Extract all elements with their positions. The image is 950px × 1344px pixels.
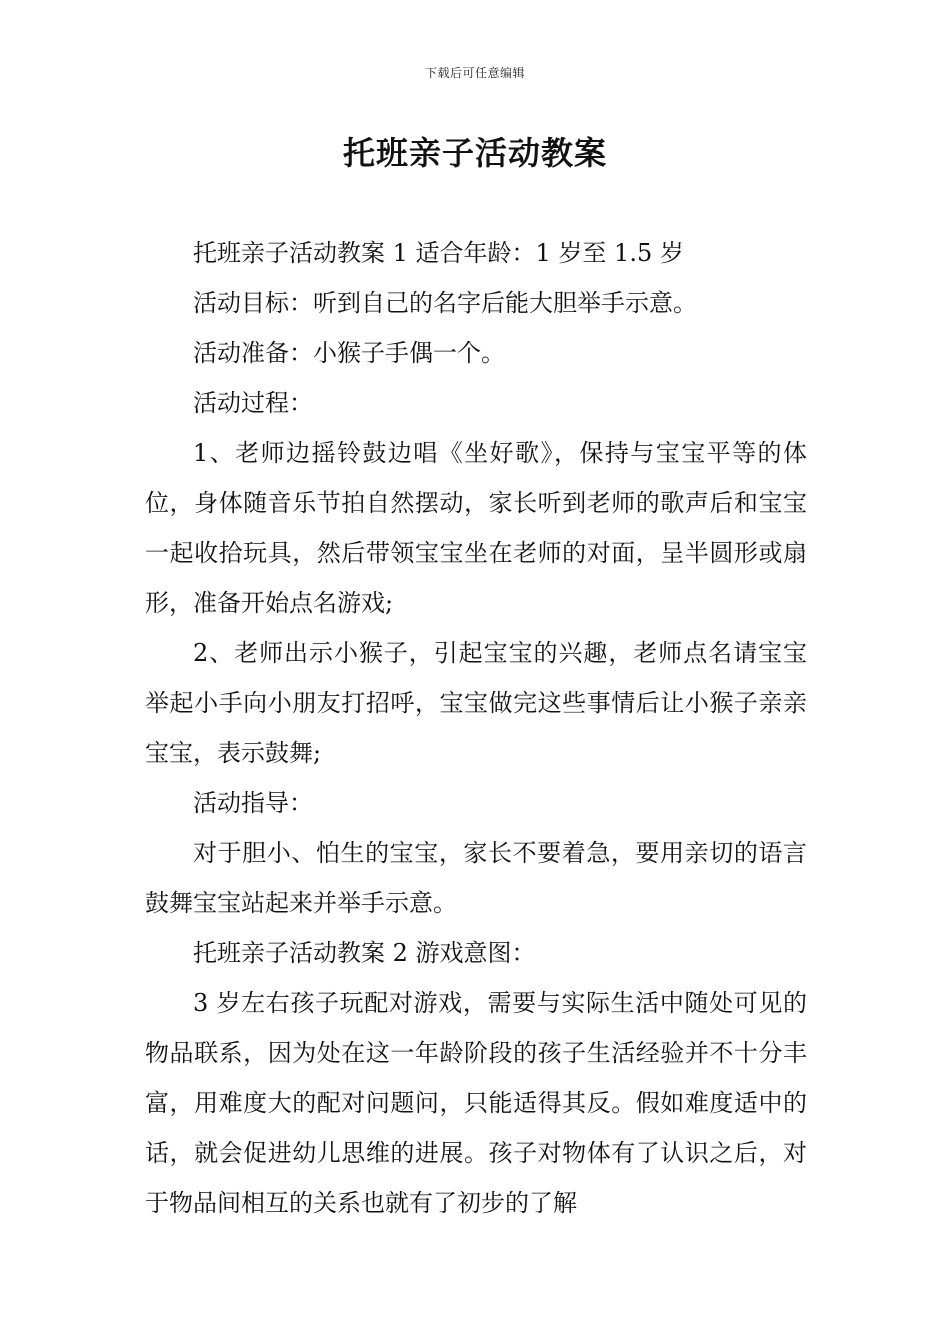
paragraph-activity-goal: 活动目标：听到自己的名字后能大胆举手示意。: [193, 289, 697, 317]
paragraph-plan-2-heading: 托班亲子活动教案 2 游戏意图：: [193, 939, 536, 967]
paragraph-process-step-2: 2、老师出示小猴子，引起宝宝的兴趣，老师点名请宝宝举起小手向小朋友打招呼，宝宝做完这些事情后让小猴子亲亲宝宝，表示鼓舞;: [145, 639, 807, 767]
document-body: [145, 228, 807, 1228]
paragraph-applicable-age: 托班亲子活动教案 1 适合年龄：1 岁至 1.5 岁: [193, 239, 684, 267]
paragraph-activity-preparation: 活动准备：小猴子手偶一个。: [193, 339, 505, 367]
paragraph-process-step-1: 1、老师边摇铃鼓边唱《坐好歌》，保持与宝宝平等的体位，身体随音乐节拍自然摆动，家长听到老师的歌声后和宝宝一起收拾玩具，然后带领宝宝坐在老师的对面，呈半圆形或扇形，准备开始点名游戏;: [145, 439, 807, 617]
header-note: 下载后可任意编辑: [424, 66, 525, 80]
page-title: 托班亲子活动教案: [342, 134, 607, 172]
paragraph-guidance-text: 对于胆小、怕生的宝宝，家长不要着急，要用亲切的语言鼓舞宝宝站起来并举手示意。: [145, 839, 807, 917]
paragraph-plan-2-text: 3 岁左右孩子玩配对游戏，需要与实际生活中随处可见的物品联系，因为处在这一年龄阶段的孩子生活经验并不十分丰富，用难度大的配对问题问，只能适得其反。假如难度适中的话，就会促进幼儿思维的进展。孩子对物体有了认识之后，对于物品间相互的关系也就有了初步的了解: [145, 989, 807, 1217]
paragraph-activity-process-heading: 活动过程：: [193, 389, 313, 417]
paragraph-activity-guidance-heading: 活动指导：: [193, 789, 313, 817]
